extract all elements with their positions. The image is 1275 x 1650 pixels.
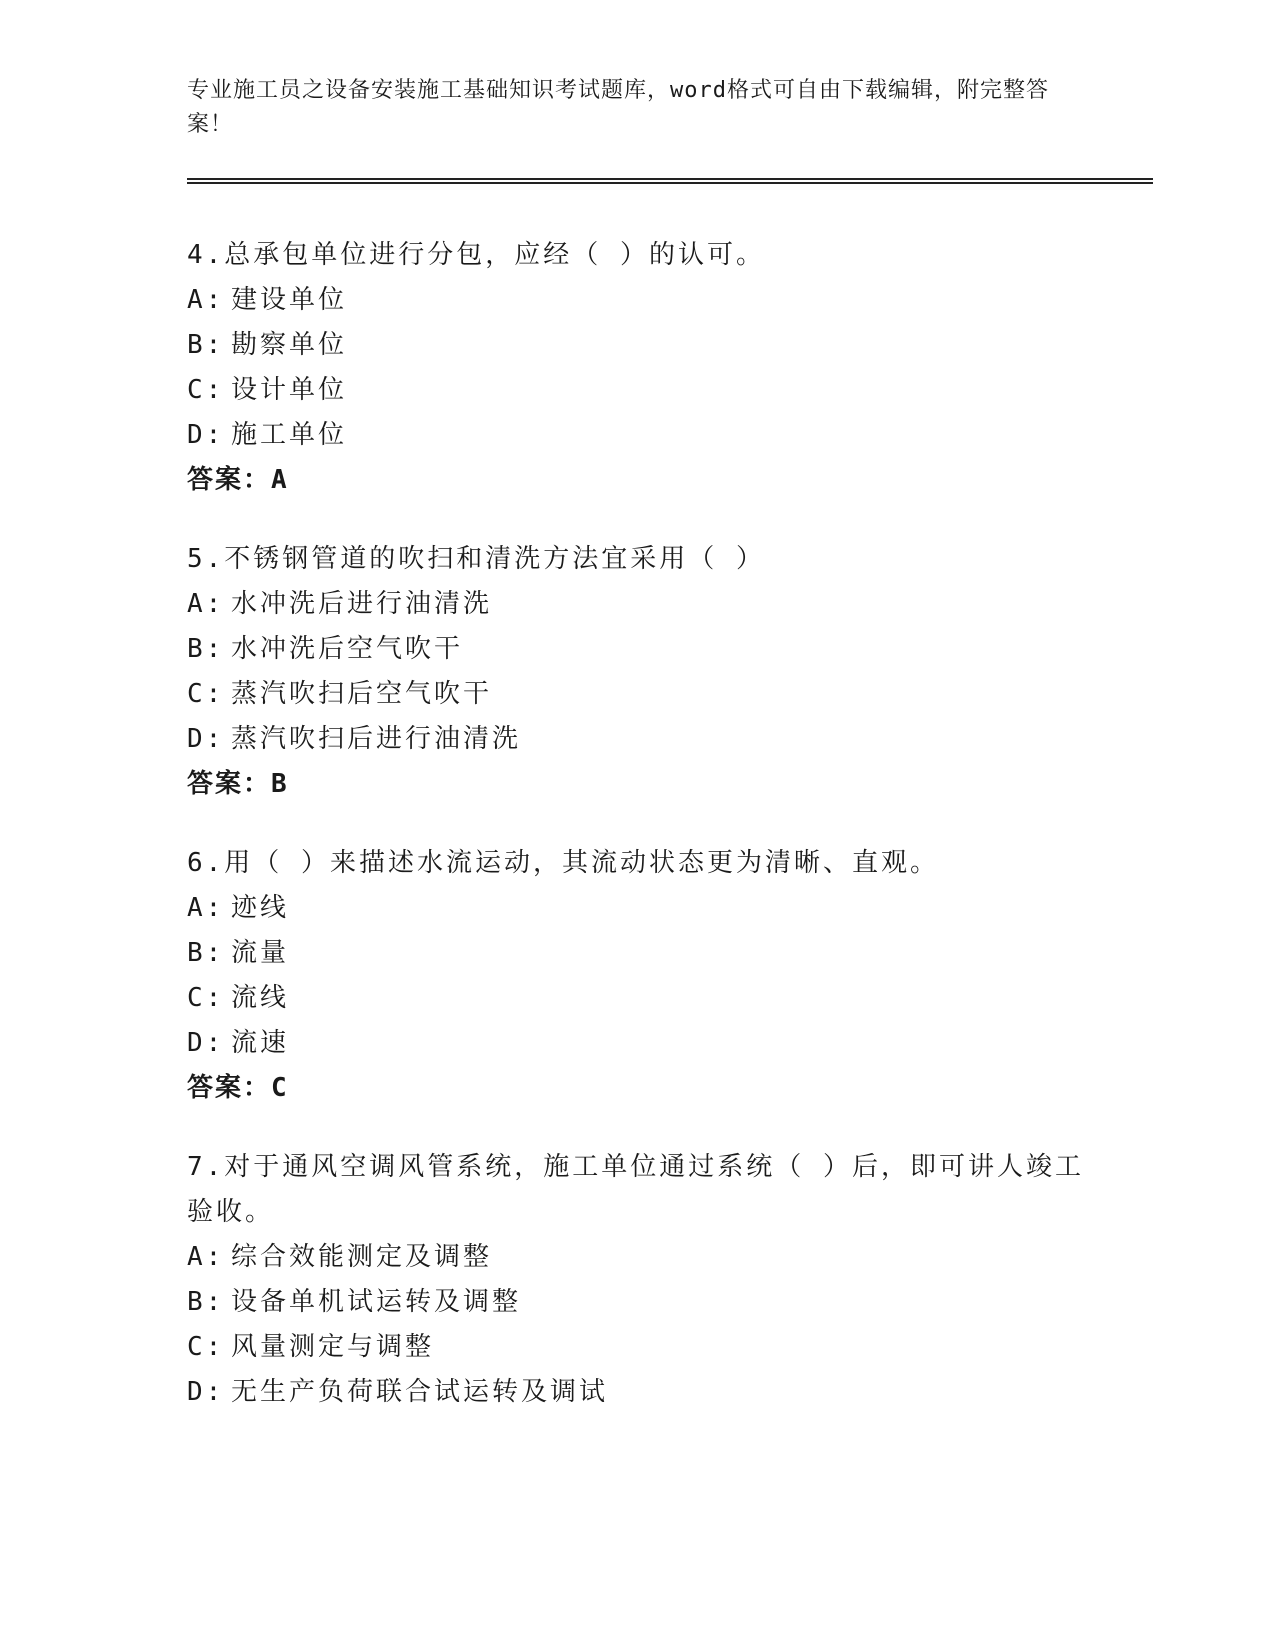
question-stem: 7.对于通风空调风管系统，施工单位通过系统（ ）后，即可讲人竣工验收。 <box>187 1152 1084 1227</box>
option-key: D: <box>187 724 225 754</box>
option-text: 蒸汽吹扫后进行油清洗 <box>231 724 522 754</box>
option-text: 流线 <box>231 983 290 1013</box>
option-key: A: <box>187 893 225 923</box>
question-stem: 6.用（ ）来描述水流运动，其流动状态更为清晰、直观。 <box>187 848 939 878</box>
option-text: 综合效能测定及调整 <box>231 1242 493 1272</box>
option-b <box>187 323 1087 368</box>
option-d <box>187 413 1087 458</box>
option-d <box>187 1021 1087 1066</box>
option-key: C: <box>187 375 225 405</box>
option-key: C: <box>187 679 225 709</box>
question-stem: 5.不锈钢管道的吹扫和清洗方法宜采用（ ） <box>187 544 765 574</box>
option-key: C: <box>187 983 225 1013</box>
option-key: C: <box>187 1332 225 1362</box>
option-b <box>187 931 1087 976</box>
question-5 <box>187 537 1087 807</box>
option-c <box>187 672 1087 717</box>
option-text: 无生产负荷联合试运转及调试 <box>231 1377 609 1407</box>
option-d <box>187 1370 1087 1415</box>
question-4 <box>187 233 1087 503</box>
option-key: A: <box>187 1242 225 1272</box>
header-double-rule <box>187 178 1153 184</box>
option-c <box>187 1325 1087 1370</box>
question-stem: 4.总承包单位进行分包，应经（ ）的认可。 <box>187 240 765 270</box>
option-text: 施工单位 <box>231 420 348 450</box>
option-a <box>187 278 1087 323</box>
option-key: A: <box>187 589 225 619</box>
option-text: 建设单位 <box>231 285 348 315</box>
option-a <box>187 1235 1087 1280</box>
option-key: D: <box>187 420 225 450</box>
option-key: B: <box>187 634 225 664</box>
option-text: 蒸汽吹扫后空气吹干 <box>231 679 493 709</box>
option-b <box>187 627 1087 672</box>
option-text: 设备单机试运转及调整 <box>231 1287 522 1317</box>
option-c <box>187 368 1087 413</box>
option-text: 设计单位 <box>231 375 348 405</box>
answer-line: 答案：B <box>187 769 289 799</box>
option-a <box>187 582 1087 627</box>
option-text: 水冲洗后进行油清洗 <box>231 589 493 619</box>
option-key: D: <box>187 1028 225 1058</box>
option-c <box>187 976 1087 1021</box>
answer-line: 答案：C <box>187 1073 289 1103</box>
option-d <box>187 717 1087 762</box>
answer-line: 答案：A <box>187 465 289 495</box>
option-text: 流速 <box>231 1028 290 1058</box>
option-b <box>187 1280 1087 1325</box>
option-text: 水冲洗后空气吹干 <box>231 634 464 664</box>
option-text: 勘察单位 <box>231 330 348 360</box>
option-key: B: <box>187 1287 225 1317</box>
option-key: D: <box>187 1377 225 1407</box>
option-key: A: <box>187 285 225 315</box>
option-text: 迹线 <box>231 893 290 923</box>
option-key: B: <box>187 938 225 968</box>
question-6 <box>187 841 1087 1111</box>
question-7 <box>187 1145 1087 1415</box>
option-key: B: <box>187 330 225 360</box>
header-title: 专业施工员之设备安装施工基础知识考试题库，word格式可自由下载编辑，附完整答案！ <box>187 78 1049 137</box>
question-list <box>187 233 1087 1449</box>
option-text: 流量 <box>231 938 290 968</box>
option-a <box>187 886 1087 931</box>
option-text: 风量测定与调整 <box>231 1332 435 1362</box>
